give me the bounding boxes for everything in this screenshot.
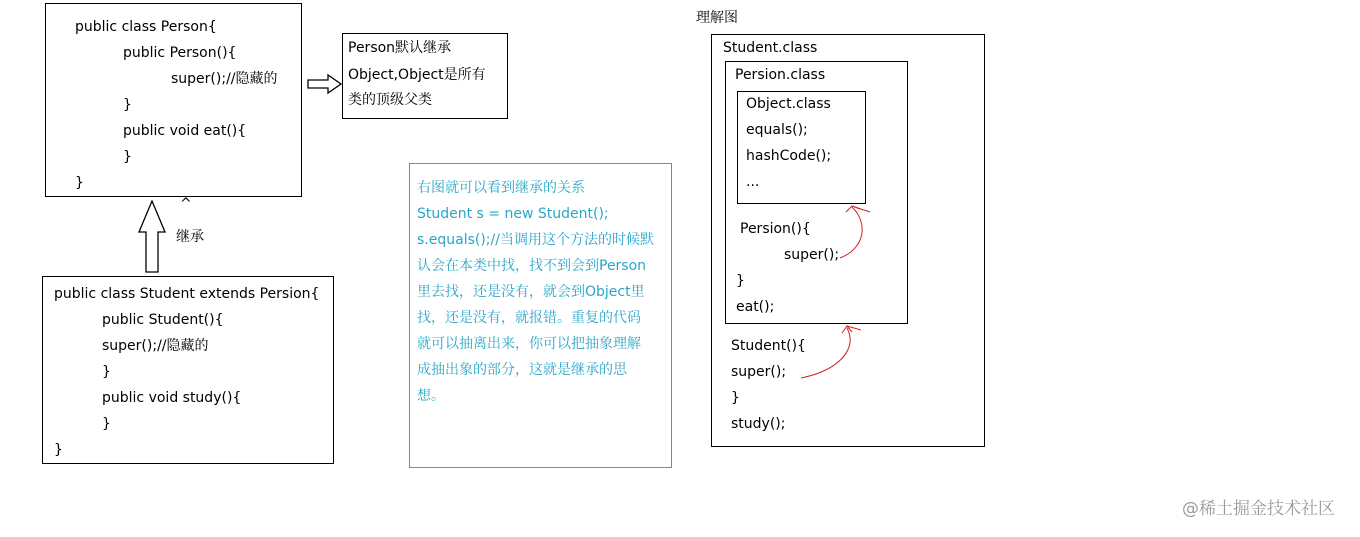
student-code-line: } (54, 442, 63, 458)
person-code-line: public Person(){ (123, 45, 237, 61)
object-class-line: hashCode(); (746, 148, 832, 164)
explain-line: 找，还是没有，就报错。重复的代码 (417, 310, 641, 326)
explain-line: Student s = new Student(); (417, 206, 609, 222)
person-code-line: public void eat(){ (123, 123, 247, 139)
inheritance-arrow (139, 201, 165, 272)
inherit-label: 继承 (176, 229, 204, 245)
note-line: Person默认继承 (348, 40, 452, 56)
persion-class-line: Persion(){ (740, 221, 811, 237)
explain-line: 右图就可以看到继承的关系 (417, 180, 585, 196)
object-class-line: ... (746, 174, 760, 190)
red-curve-arrow (840, 207, 862, 258)
object-class-title: Object.class (746, 96, 831, 112)
student-code-line: } (102, 416, 111, 432)
explain-line: 里去找，还是没有，就会到Object里 (417, 284, 645, 300)
diagram-title: 理解图 (696, 10, 738, 26)
explain-line: 成抽出象的部分，这就是继承的思 (417, 362, 627, 378)
person-code-line: super();//隐藏的 (171, 71, 278, 87)
student-code-line: public Student(){ (102, 312, 224, 328)
student-code-line: public class Student extends Persion{ (54, 286, 320, 302)
student-class-line: } (731, 390, 740, 406)
explain-line: s.equals();//当调用这个方法的时候默 (417, 232, 654, 248)
student-code-line: } (102, 364, 111, 380)
explain-line: 认会在本类中找，找不到会到Person (417, 258, 647, 274)
person-code-line: } (123, 149, 132, 165)
object-class-line: equals(); (746, 122, 808, 138)
explain-line: 想。 (417, 388, 445, 404)
explain-line: 就可以抽离出来，你可以把抽象理解 (417, 336, 641, 352)
watermark: @稀土掘金技术社区 (1182, 499, 1335, 519)
student-code-line: public void study(){ (102, 390, 242, 406)
student-class-line: Student(){ (731, 338, 806, 354)
person-code-line: } (123, 97, 132, 113)
persion-class-line: } (736, 273, 745, 289)
student-class-line: super(); (731, 364, 787, 380)
red-arrowhead (846, 206, 870, 212)
student-class-line: study(); (731, 416, 786, 432)
note-line: Object,Object是所有 (348, 67, 486, 83)
student-class-title: Student.class (723, 40, 818, 56)
caret-mark: ^ (180, 196, 192, 212)
note-arrow (308, 75, 341, 93)
persion-class-title: Persion.class (735, 67, 826, 83)
persion-class-line: super(); (784, 247, 840, 263)
red-curve-arrow (801, 328, 850, 378)
note-line: 类的顶级父类 (348, 92, 432, 108)
person-code-line: } (75, 175, 84, 191)
persion-class-line: eat(); (736, 299, 775, 315)
person-code-line: public class Person{ (75, 19, 217, 35)
red-arrowhead (842, 326, 861, 333)
student-code-line: super();//隐藏的 (102, 338, 209, 354)
